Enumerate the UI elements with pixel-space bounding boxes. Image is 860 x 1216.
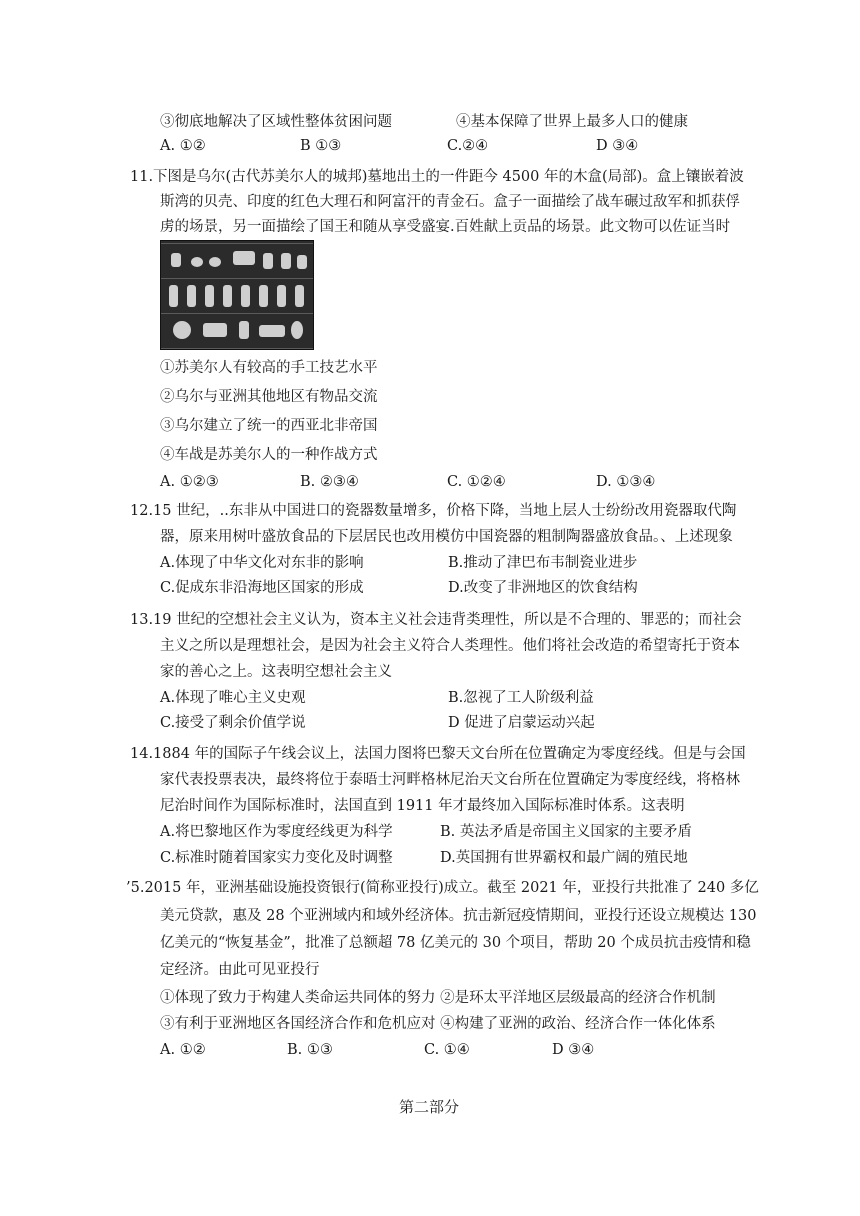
q12-answer-b: B.推动了津巴布韦制瓷业进步 <box>448 555 638 571</box>
q15-answer-a: A. ①② <box>160 1042 206 1058</box>
q15-statements-line-1: ①体现了致力于构建人类命运共同体的努力 ②是环太平洋地区层级最高的经济合作机制 <box>160 990 716 1006</box>
q10-answer-b: B ①③ <box>300 138 342 154</box>
ur-wooden-box-image <box>160 240 314 350</box>
q13-answer-a: A.体现了唯心主义史观 <box>160 690 306 706</box>
q15-stem-line-4: 定经济。由此可见亚投行 <box>160 962 320 978</box>
q11-answer-a: A. ①②③ <box>160 474 219 490</box>
q14-stem-line-1: 14.1884 年的国际子午线会议上，法国力图将巴黎天文台所在位置确定为零度经线。但是与会国 <box>130 746 746 762</box>
q11-answer-b: B. ②③④ <box>300 474 359 490</box>
q14-answer-a: A.将巴黎地区作为零度经线更为科学 <box>160 824 393 840</box>
q11-statement-2: ②乌尔与亚洲其他地区有物品交流 <box>160 389 378 405</box>
q15-answer-c: C. ①④ <box>424 1042 470 1058</box>
q12-answer-d: D.改变了非洲地区的饮食结构 <box>448 580 638 596</box>
q14-answer-b: B. 英法矛盾是帝国主义国家的主要矛盾 <box>440 824 692 840</box>
q13-stem-line-2: 主义之所以是理想社会，是因为社会主义符合人类理性。他们将社会改造的希望寄托于资本 <box>160 638 740 654</box>
q11-answer-c: C. ①②④ <box>447 474 506 490</box>
q15-answer-b: B. ①③ <box>287 1042 333 1058</box>
q12-answer-a: A.体现了中华文化对东非的影响 <box>160 555 364 571</box>
q13-stem-line-1: 13.19 世纪的空想社会主义认为，资本主义社会违背类理性，所以是不合理的、罪恶的；而社会 <box>130 612 742 628</box>
q12-answer-c: C.促成东非沿海地区国家的形成 <box>160 580 364 596</box>
q10-statement-3: ③彻底地解决了区域性整体贫困问题 <box>160 114 392 130</box>
q11-statement-1: ①苏美尔人有较高的手工技艺水平 <box>160 360 378 376</box>
q13-answer-c: C.接受了剩余价值学说 <box>160 715 306 731</box>
q15-statements-line-2: ③有利于亚洲地区各国经济合作和危机应对 ④构建了亚洲的政治、经济合作一体化体系 <box>160 1016 716 1032</box>
q10-answer-d: D ③④ <box>596 138 639 154</box>
q10-statement-4: ④基本保障了世界上最多人口的健康 <box>456 114 688 130</box>
q15-stem-line-3: 亿美元的“恢复基金”，批准了总额超 78 亿美元的 30 个项目，帮助 20 个成员抗击疫情和稳 <box>160 935 751 951</box>
q10-answer-a: A. ①② <box>160 138 206 154</box>
q14-answer-d: D.英国拥有世界霸权和最广阔的殖民地 <box>440 850 688 866</box>
q14-stem-line-2: 家代表投票表决，最终将位于泰晤士河畔格林尼治天文台所在位置确定为零度经线，将格林 <box>160 772 740 788</box>
q11-stem-line-1: 11.下图是乌尔(古代苏美尔人的城邦)墓地出土的一件距今 4500 年的木盒(局部)。盒上镶嵌着波 <box>130 169 744 185</box>
q11-statement-4: ④车战是苏美尔人的一种作战方式 <box>160 447 378 463</box>
q15-stem-line-1: ’5.2015 年，亚洲基础设施投资银行(简称亚投行)成立。截至 2021 年，亚投行共批准了 240 多亿 <box>126 880 759 896</box>
q15-answer-d: D ③④ <box>552 1042 595 1058</box>
q13-answer-b: B.忽视了工人阶级利益 <box>448 690 594 706</box>
q14-answer-c: C.标准时随着国家实力变化及时调整 <box>160 850 393 866</box>
q14-stem-line-3: 尼治时间作为国际标准时，法国直到 1911 年才最终加入国际标准时体系。这表明 <box>160 798 685 814</box>
q10-answer-c: C.②④ <box>447 138 489 154</box>
section-title: 第二部分 <box>399 1098 460 1116</box>
q11-stem-line-3: 虏的场景，另一面描绘了国王和随从享受盛宴.百姓献上贡品的场景。此文物可以佐证当时 <box>160 219 731 235</box>
q11-answer-d: D. ①③④ <box>596 474 656 490</box>
figure-band-middle <box>161 278 313 314</box>
q12-stem-line-1: 12.15 世纪，..东非从中国进口的瓷器数量增多，价格下降，当地上层人士纷纷改用瓷器取代陶 <box>130 503 737 519</box>
q11-stem-line-2: 斯湾的贝壳、印度的红色大理石和阿富汗的青金石。盒子一面描绘了战车碾过敌军和抓获俘 <box>160 194 740 210</box>
q11-statement-3: ③乌尔建立了统一的西亚北非帝国 <box>160 418 378 434</box>
q13-answer-d: D 促进了启蒙运动兴起 <box>448 715 595 731</box>
q13-stem-line-3: 家的善心之上。这表明空想社会主义 <box>160 664 392 680</box>
q12-stem-line-2: 器，原来用树叶盛放食品的下层居民也改用模仿中国瓷器的粗制陶器盛放食品。、上述现象 <box>160 529 733 545</box>
q15-stem-line-2: 美元贷款，惠及 28 个亚洲域内和域外经济体。抗击新冠疫情期间，亚投行还设立规模达 130 <box>160 908 757 924</box>
